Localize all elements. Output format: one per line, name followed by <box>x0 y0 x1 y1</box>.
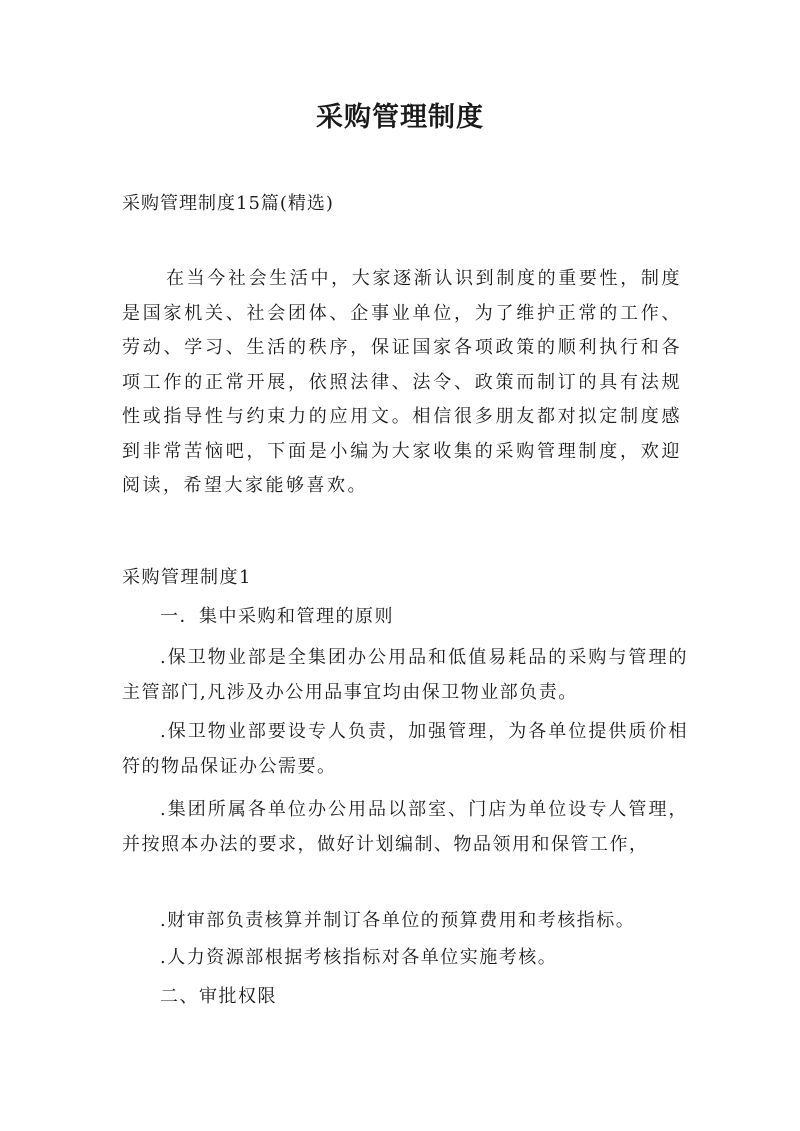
intro-paragraph: 在当今社会生活中，大家逐渐认识到制度的重要性，制度是国家机关、社会团体、企事业单位，为了维护正常的工作、劳动、学习、生活的秩序，保证国家各项政策的顺利执行和各项工作的正常开展，依照法律、法令、政策而制订的具有法规性或指导性与约束力的应用文。相信很多朋友都对拟定制度感到非常苦恼吧，下面是小编为大家收集的采购管理制度，欢迎阅读，希望大家能够喜欢。 <box>122 268 682 496</box>
list-item: .集团所属各单位办公用品以部室、门店为单位设专人管理，并按照本办法的要求，做好计划编制、物品领用和保管工作， <box>122 799 688 855</box>
subsection-heading-approval: 二、审批权限 <box>160 986 277 1007</box>
list-item: .保卫物业部是全集团办公用品和低值易耗品的采购与管理的主管部门,凡涉及办公用品事宜均由保卫物业部负责。 <box>122 647 688 703</box>
page-title: 采购管理制度 <box>316 102 484 133</box>
section-heading: 采购管理制度1 <box>122 567 252 588</box>
list-item: .财审部负责核算并制订各单位的预算费用和考核指标。 <box>160 910 636 931</box>
document-subtitle: 采购管理制度15篇(精选) <box>122 193 334 214</box>
subsection-heading-principles: 一．集中采购和管理的原则 <box>160 606 394 627</box>
list-item: .保卫物业部要设专人负责，加强管理，为各单位提供质价相符的物品保证办公需要。 <box>122 721 688 777</box>
list-item: .人力资源部根据考核指标对各单位实施考核。 <box>160 947 558 968</box>
